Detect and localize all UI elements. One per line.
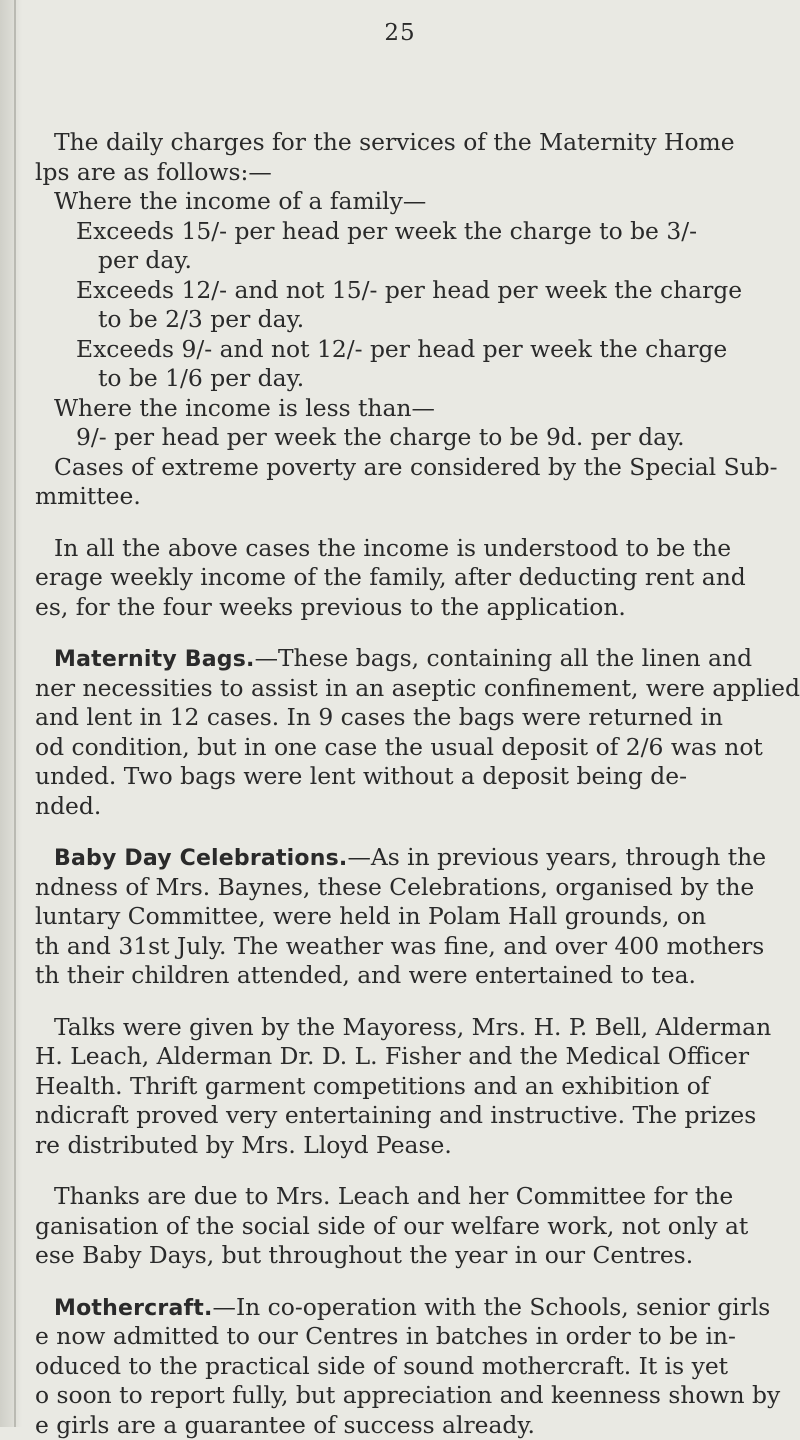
text-line: H. Leach, Alderman Dr. D. L. Fisher and the Medical Officer bbox=[22, 1042, 762, 1072]
text-line: ganisation of the social side of our welfare work, not only at bbox=[22, 1212, 762, 1242]
text-line: unded. Two bags were lent without a deposit being de- bbox=[22, 762, 762, 792]
section-heading: Maternity Bags. bbox=[54, 647, 255, 672]
binding-gutter bbox=[0, 0, 22, 1427]
text-line: Exceeds 9/- and not 12/- per head per week the charge bbox=[22, 335, 762, 365]
text-line: Where the income of a family— bbox=[22, 187, 762, 217]
maternity-bags-paragraph bbox=[22, 644, 762, 821]
section-heading: Mothercraft. bbox=[54, 1296, 213, 1321]
text-line: Where the income is less than— bbox=[22, 394, 762, 424]
text-line: re distributed by Mrs. Lloyd Pease. bbox=[22, 1131, 762, 1161]
text-line: th their children attended, and were entertained to tea. bbox=[22, 961, 762, 991]
talks-paragraph bbox=[22, 1013, 762, 1161]
text-line: Exceeds 15/- per head per week the charge to be 3/- bbox=[22, 217, 762, 247]
text-line: to be 2/3 per day. bbox=[22, 305, 762, 335]
text-line: 9/- per head per week the charge to be 9d. per day. bbox=[22, 423, 762, 453]
text-line: nded. bbox=[22, 792, 762, 822]
income-paragraph bbox=[22, 534, 762, 623]
text-line: ndness of Mrs. Baynes, these Celebrations, organised by the bbox=[22, 873, 762, 903]
text-line: Talks were given by the Mayoress, Mrs. H. P. Bell, Alderman bbox=[22, 1013, 762, 1043]
page-body bbox=[22, 128, 762, 1440]
charges-paragraph bbox=[22, 128, 762, 512]
text-line: Cases of extreme poverty are considered by the Special Sub- bbox=[22, 453, 762, 483]
text-line: to be 1/6 per day. bbox=[22, 364, 762, 394]
text-line: Mothercraft.—In co-operation with the Schools, senior girls bbox=[22, 1293, 762, 1323]
mothercraft-paragraph bbox=[22, 1293, 762, 1440]
text-line: lps are as follows:— bbox=[22, 158, 762, 188]
text-line: oduced to the practical side of sound mothercraft. It is yet bbox=[22, 1352, 762, 1382]
thanks-paragraph bbox=[22, 1182, 762, 1271]
text-line: o soon to report fully, but appreciation and keenness shown by bbox=[22, 1381, 762, 1411]
text-line: per day. bbox=[22, 246, 762, 276]
section-heading: Baby Day Celebrations. bbox=[54, 846, 347, 871]
text-line: ese Baby Days, but throughout the year in our Centres. bbox=[22, 1241, 762, 1271]
text-line: Health. Thrift garment competitions and an exhibition of bbox=[22, 1072, 762, 1102]
text-line: Maternity Bags.—These bags, containing all the linen and bbox=[22, 644, 762, 674]
text-line: Thanks are due to Mrs. Leach and her Committee for the bbox=[22, 1182, 762, 1212]
text-line: e girls are a guarantee of success already. bbox=[22, 1411, 762, 1440]
text-line: erage weekly income of the family, after deducting rent and bbox=[22, 563, 762, 593]
binding-edge bbox=[14, 0, 16, 1427]
text-line: th and 31st July. The weather was fine, and over 400 mothers bbox=[22, 932, 762, 962]
text-line: es, for the four weeks previous to the application. bbox=[22, 593, 762, 623]
text-line: ner necessities to assist in an aseptic confinement, were applied bbox=[22, 674, 762, 704]
text-line: In all the above cases the income is understood to be the bbox=[22, 534, 762, 564]
text-line: and lent in 12 cases. In 9 cases the bags were returned in bbox=[22, 703, 762, 733]
baby-day-paragraph bbox=[22, 843, 762, 991]
text-line: e now admitted to our Centres in batches in order to be in- bbox=[22, 1322, 762, 1352]
text-line: Exceeds 12/- and not 15/- per head per week the charge bbox=[22, 276, 762, 306]
page-number: 25 bbox=[0, 20, 800, 46]
text-line: Baby Day Celebrations.—As in previous years, through the bbox=[22, 843, 762, 873]
text-line: luntary Committee, were held in Polam Hall grounds, on bbox=[22, 902, 762, 932]
text-line: The daily charges for the services of the Maternity Home bbox=[22, 128, 762, 158]
text-line: ndicraft proved very entertaining and instructive. The prizes bbox=[22, 1101, 762, 1131]
text-line: od condition, but in one case the usual deposit of 2/6 was not bbox=[22, 733, 762, 763]
text-line: mmittee. bbox=[22, 482, 762, 512]
